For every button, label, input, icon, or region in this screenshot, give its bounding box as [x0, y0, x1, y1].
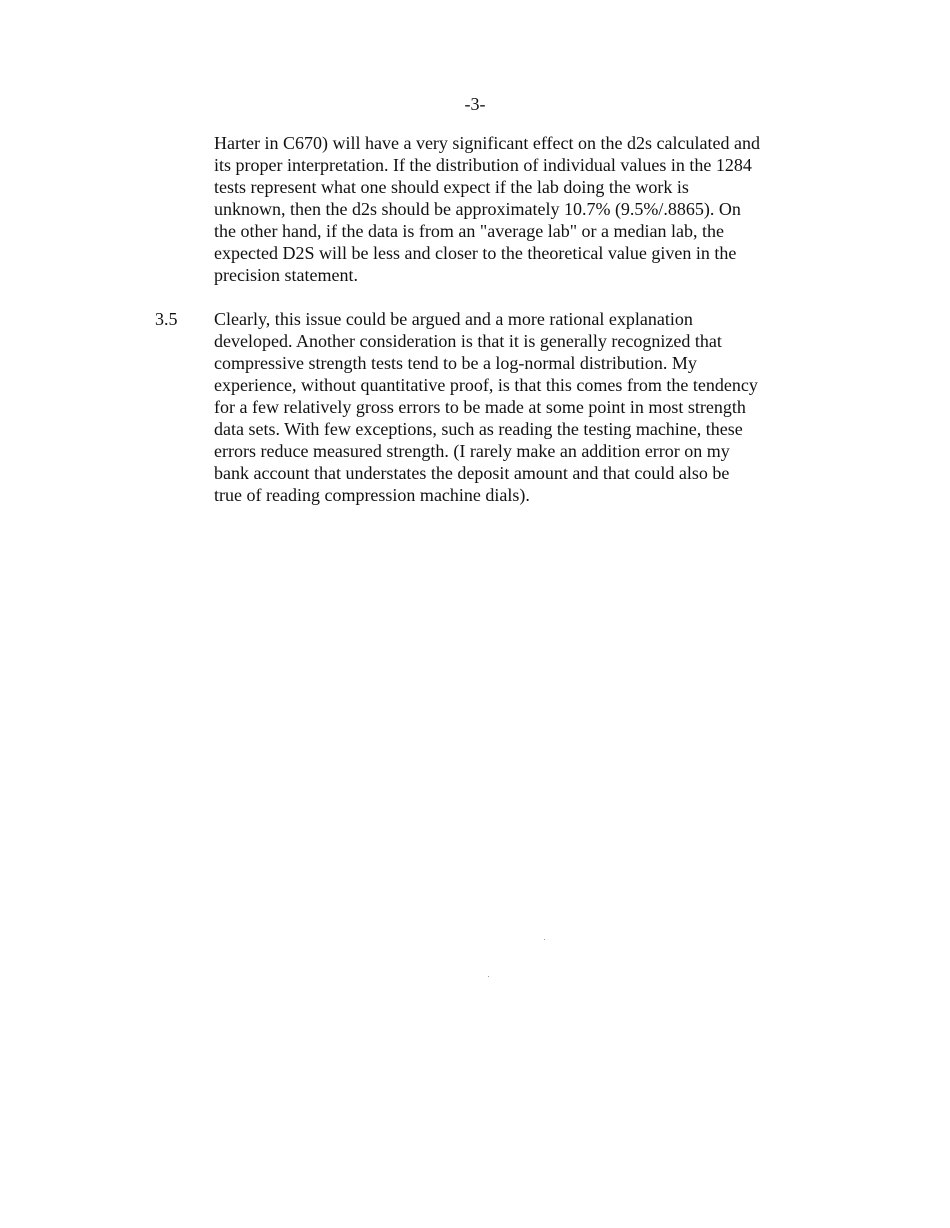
paragraph-line: expected D2S will be less and closer to the theoretical value given in the — [214, 243, 737, 263]
paragraph-line: its proper interpretation. If the distribution of individual values in the 1284 — [214, 155, 752, 175]
paragraph-line: compressive strength tests tend to be a log-normal distribution. My — [214, 353, 697, 373]
section-3-5-paragraph — [214, 308, 854, 506]
paragraph-line: the other hand, if the data is from an "average lab" or a median lab, the — [214, 221, 724, 241]
continuation-paragraph — [214, 132, 854, 286]
paragraph-line: precision statement. — [214, 265, 358, 285]
paragraph-line: errors reduce measured strength. (I rarely make an addition error on my — [214, 441, 730, 461]
scan-speck — [488, 976, 489, 977]
paragraph-line: for a few relatively gross errors to be made at some point in most strength — [214, 397, 746, 417]
scan-speck — [544, 939, 545, 940]
paragraph-line: bank account that understates the deposit amount and that could also be — [214, 463, 730, 483]
paragraph-line: tests represent what one should expect if the lab doing the work is — [214, 177, 689, 197]
paragraph-line: Clearly, this issue could be argued and a more rational explanation — [214, 309, 693, 329]
paragraph-line: true of reading compression machine dials). — [214, 485, 530, 505]
page-number: -3- — [464, 94, 486, 114]
paragraph-line: data sets. With few exceptions, such as reading the testing machine, these — [214, 419, 743, 439]
paragraph-line: Harter in C670) will have a very significant effect on the d2s calculated and — [214, 133, 760, 153]
paragraph-line: developed. Another consideration is that it is generally recognized that — [214, 331, 722, 351]
paragraph-line: experience, without quantitative proof, is that this comes from the tendency — [214, 375, 758, 395]
section-number: 3.5 — [155, 309, 178, 329]
paragraph-line: unknown, then the d2s should be approximately 10.7% (9.5%/.8865). On — [214, 199, 741, 219]
